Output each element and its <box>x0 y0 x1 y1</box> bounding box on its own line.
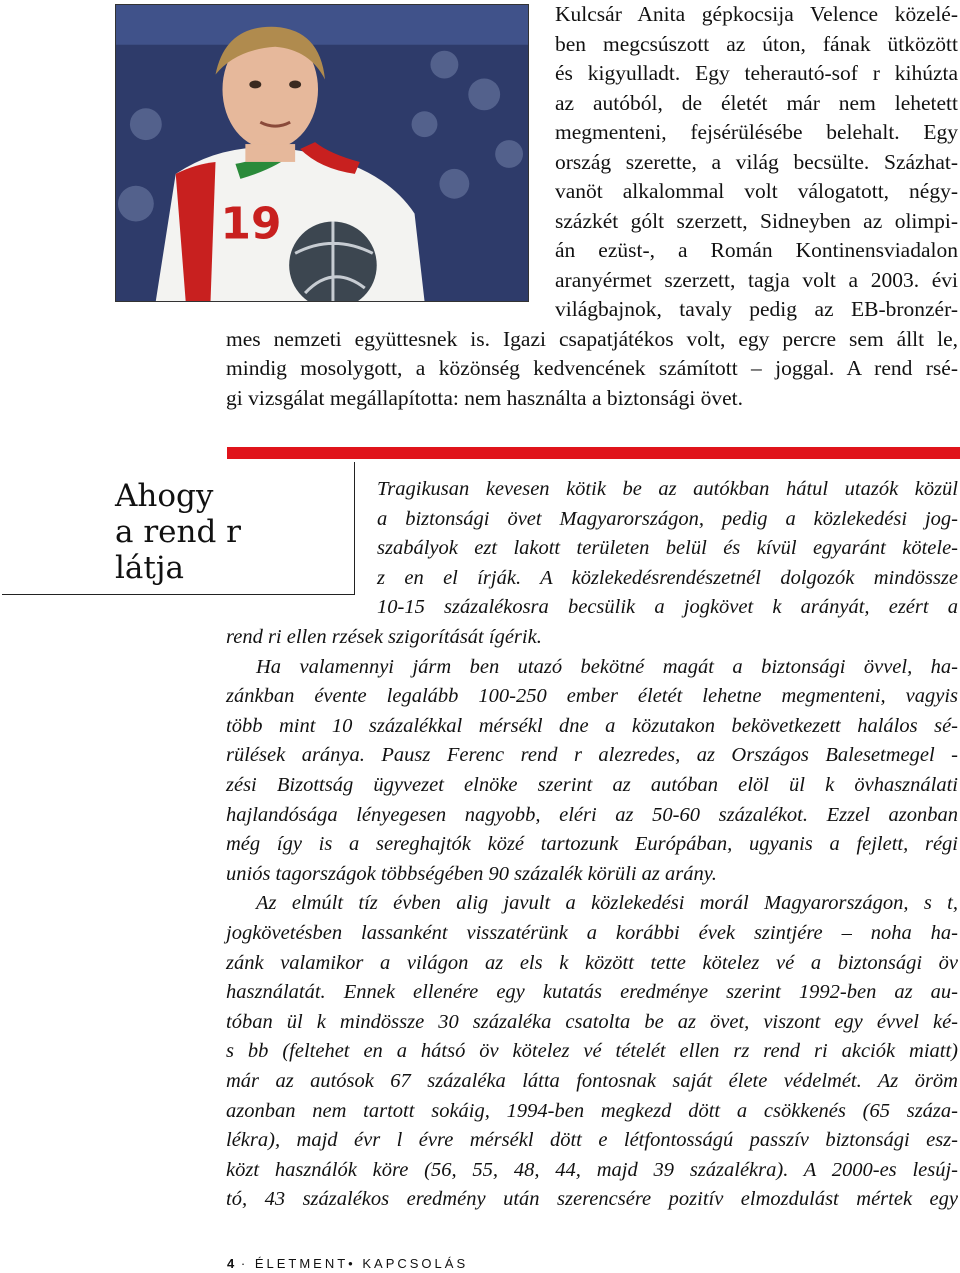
body-line: több mint 10 százalékkal mérsékl dne a közutakon bekövetkezett halálos sé- <box>226 714 958 737</box>
intro-line: százkét gólt szerzett, Sidneyben az olimpi- <box>555 208 958 233</box>
intro-line: ben megcsúszott az úton, fának ütközött <box>555 31 958 56</box>
body-line: szabályok ezt lakott területen belül és kívül egyaránt kötele- <box>377 537 958 560</box>
body-line: 10-15 százalékosra becsülik a jogkövet k arányát, ezért a <box>377 596 958 619</box>
section-heading <box>115 478 241 586</box>
body-line: azonban nem tartott sokáig, 1994-ben megkezd dött a csökkenés (65 száza- <box>226 1099 958 1122</box>
section-heading-line: a rend r <box>115 514 241 550</box>
intro-line: ország szerette, a világ becsülte. Százhat- <box>555 149 958 174</box>
intro-line: mes nemzeti együttesnek is. Igazi csapatjátékos volt, egy percre sem állt le, <box>226 326 958 351</box>
body-line: tó, 43 százalékos eredmény után szerencsére pozitív elmozdulást mértek egy <box>226 1188 958 1211</box>
body-line: Az elmúlt tíz évben alig javult a közlekedési morál Magyarországon, s t, <box>256 892 958 915</box>
intro-line: mindig mosolygott, a közönség kedvencének számított – joggal. A rend rsé- <box>226 356 958 380</box>
body-line: Ha valamennyi járm ben utazó bekötné magát a biztonsági övvel, ha- <box>256 655 958 678</box>
handball-player-photo <box>115 4 529 302</box>
body-line: rend ri ellen rzések szigorítását ígérik. <box>226 626 542 648</box>
body-line: még így is a sereghajtók közé tartozunk Európában, ugyanis a fejlett, régi <box>226 833 958 856</box>
body-line: zánkban évente legalább 100-250 ember életét lehetne megmenteni, vagyis <box>226 685 958 708</box>
body-line: használatát. Ennek ellenére egy kutatás eredménye szerint 1992-ben az au- <box>226 981 958 1004</box>
sidebar-vertical-rule <box>354 462 355 595</box>
intro-line: gi vizsgálat megállapította: nem használta a biztonsági övet. <box>226 385 744 410</box>
intro-line: aranyérmet szerzett, tagja volt a 2003. évi <box>555 267 958 292</box>
body-line: tóban ül k mindössze 30 százaléka csatolta be az övet, viszont egy évvel ké- <box>226 1010 958 1033</box>
footer-bullet-icon: • <box>348 1256 356 1271</box>
intro-line: és kigyulladt. Egy teherautó-sof r kihúzta <box>555 61 958 85</box>
body-line: rülések aránya. Pausz Ferenc rend r alezredes, az Országos Balesetmegel - <box>226 744 958 767</box>
footer-title-part2: KAPCSOLÁS <box>362 1256 469 1271</box>
svg-text:19: 19 <box>220 198 282 250</box>
section-heading-line: látja <box>115 550 184 586</box>
intro-line: megmenteni, fejsérülésébe belehalt. Egy <box>555 120 958 144</box>
body-line: jogkövetésben lassanként visszatérünk a korábbi évek szintjére – noha ha- <box>226 922 958 944</box>
footer-separator: · <box>240 1256 249 1271</box>
body-line: s bb (feltehet en a hátsó öv kötelez vé tételét ellen rz rend ri akciók miatt) <box>226 1040 958 1063</box>
intro-line: án ezüst-, a Román Kontinensviadalon <box>555 238 958 262</box>
body-line: a biztonsági övet Magyarországon, pedig a közlekedési jog- <box>377 507 958 530</box>
body-line: zési Bizottság ügyvezet elnöke szerint az autóban elöl ül k övhasználati <box>226 774 958 796</box>
footer-title-part1: ÉLETMENT <box>254 1256 349 1271</box>
body-line: már az autósok 67 százaléka látta fontosnak saját élete védelmét. Az öröm <box>226 1070 958 1092</box>
page-footer <box>227 1256 468 1271</box>
intro-line: vanöt alkalommal volt válogatott, négy- <box>555 179 958 203</box>
photo-illustration <box>116 5 528 301</box>
body-line: uniós tagországok többségében 90 százalék körüli az arány. <box>226 862 717 885</box>
body-line: hajlandósága lényegesen nagyobb, eléri az 50-60 százalékot. Ezzel azonban <box>226 803 958 826</box>
page-number: 4 <box>227 1256 235 1271</box>
body-line: Tragikusan kevesen kötik be az autókban hátul utazók közül <box>377 478 958 500</box>
body-line: lékra), majd évr l évre mérsékl dött e létfontosságú passzív biztonsági esz- <box>226 1129 958 1152</box>
body-line: z en el írják. A közlekedésrendészetnél dolgozók mindössze <box>377 566 958 589</box>
body-line: közt használók köre (56, 55, 48, 44, majd 39 százalékra). A 2000-es lesúj- <box>226 1158 958 1181</box>
body-line: zánk valamikor a világon az els k között tette kötelez vé a biztonsági öv <box>226 951 958 974</box>
intro-line: Kulcsár Anita gépkocsija Velence közelé- <box>555 2 958 26</box>
intro-line: világbajnok, tavaly pedig az EB-bronzér- <box>555 297 958 321</box>
section-divider-bar <box>227 447 960 459</box>
sidebar-horizontal-rule <box>2 594 355 595</box>
intro-line: az autóból, de életét már nem lehetett <box>555 90 958 115</box>
section-heading-line: Ahogy <box>115 478 214 514</box>
